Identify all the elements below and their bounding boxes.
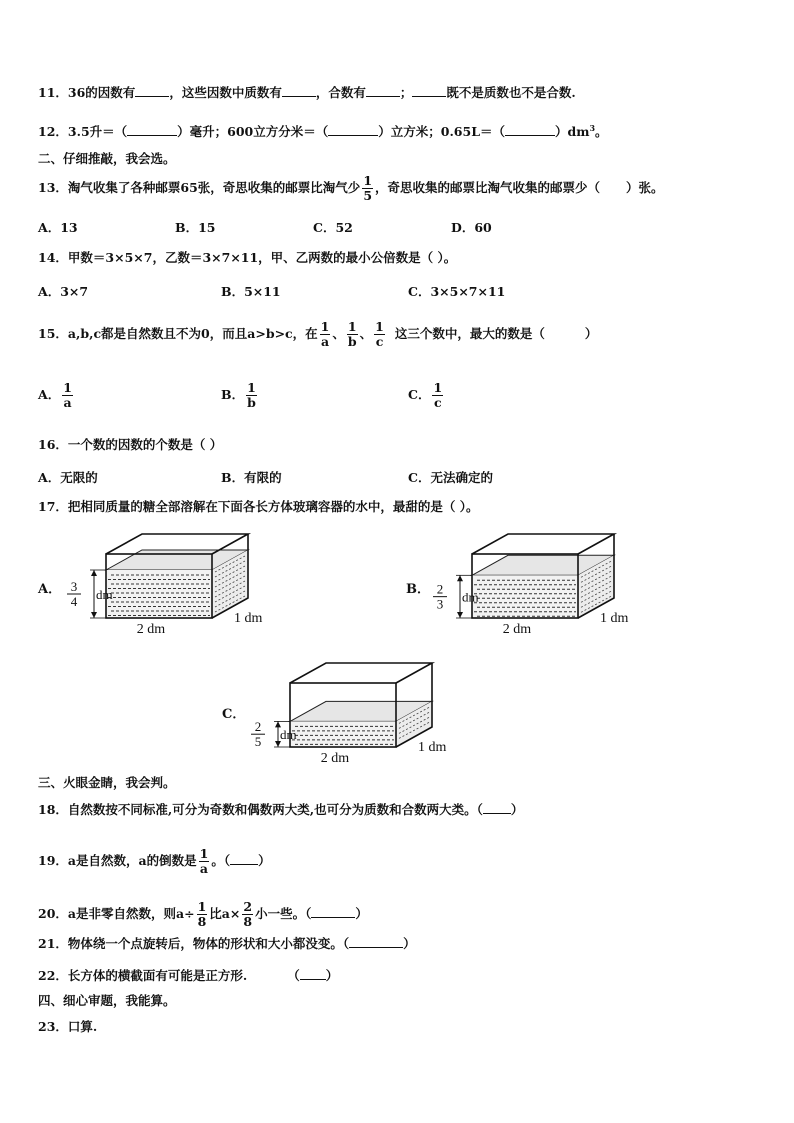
question-15: 15．a,b,c都是自然数且不为0，而且a>b>c，在 $\frac{1}{a}$ 、 $\frac{1}{b}$ 、 $\frac{1}{c}$ 这三个数中，最大的数是（ ）: [38, 319, 598, 349]
height-numerator: 2: [436, 581, 444, 597]
fraction: $\frac{1}{a}$: [63, 380, 72, 410]
question-11: 11．36的因数有 ，这些因数中质数有 ，合数有 ； 既不是质数也不是合数.: [38, 85, 576, 100]
height-unit: dm: [462, 589, 479, 605]
fraction: $\frac{1}{5}$: [363, 173, 373, 203]
height-denominator: 4: [70, 594, 78, 609]
option-b[interactable]: B．5×11: [221, 284, 281, 299]
option-d[interactable]: D．60: [451, 220, 492, 235]
question-12: 12．3.5升＝（ ）毫升；600立方分米＝（ ）立方米；0.65L＝（ ）$dm^3$。: [38, 123, 608, 140]
answer-blank[interactable]: [349, 935, 403, 948]
answer-blank[interactable]: [230, 852, 258, 865]
question-19: 19．a是自然数，a的倒数是 $\frac{1}{a}$ 。（ ）: [38, 846, 271, 876]
answer-blank[interactable]: [483, 801, 511, 814]
answer-blank[interactable]: [300, 967, 326, 980]
question-14: 14．甲数＝3×5×7，乙数＝3×7×11，甲、乙两数的最小公倍数是（ ）。: [38, 250, 457, 265]
height-unit: dm: [280, 727, 297, 743]
section-4-heading: 四、细心审题，我能算。: [38, 993, 176, 1008]
answer-blank[interactable]: [412, 84, 446, 97]
arrow-head: [457, 575, 463, 581]
fraction: $\frac{2}{8}$: [243, 899, 253, 929]
option-b[interactable]: B．有限的: [221, 470, 282, 485]
container-c: [251, 663, 447, 766]
box-top: [290, 663, 432, 683]
option-a[interactable]: A．13: [38, 220, 78, 235]
answer-blank[interactable]: [282, 84, 316, 97]
fraction: $\frac{1}{c}$: [433, 380, 443, 410]
answer-blank[interactable]: [505, 123, 555, 136]
width-label: 1 dm: [234, 611, 263, 626]
container-a: [67, 534, 263, 637]
height-numerator: 3: [70, 579, 78, 594]
fraction: $\frac{1}{a}$: [320, 319, 330, 349]
length-label: 2 dm: [502, 622, 532, 637]
length-label: 2 dm: [320, 751, 350, 766]
question-23: 23．口算.: [38, 1019, 98, 1034]
container-a-figure: [58, 528, 268, 646]
question-18: 18．自然数按不同标准,可分为奇数和偶数两大类,也可分为质数和合数两大类。（ ）: [38, 802, 524, 817]
option-b[interactable]: B．: [406, 582, 430, 597]
height-denominator: 3: [436, 596, 444, 612]
option-c[interactable]: C．52: [313, 220, 353, 235]
fraction: $\frac{1}{b}$: [347, 319, 357, 349]
fraction: $\frac{1}{b}$: [247, 380, 256, 410]
arrow-head: [91, 612, 97, 618]
option-c[interactable]: C．: [222, 707, 246, 722]
option-c[interactable]: C． $\frac{1}{c}$: [408, 380, 443, 410]
answer-blank[interactable]: [311, 905, 355, 918]
container-b-figure: [424, 528, 634, 646]
container-b: [433, 534, 629, 637]
container-c-figure: [242, 657, 452, 775]
section-2-heading: 二、仔细推敲，我会选。: [38, 151, 176, 166]
water-front: [290, 721, 396, 747]
arrow-head: [91, 570, 97, 576]
answer-blank[interactable]: [127, 123, 177, 136]
height-numerator: 2: [254, 719, 262, 735]
fraction: $\frac{1}{c}$: [375, 319, 384, 349]
fraction: $\frac{1}{a}$: [199, 846, 209, 876]
question-16: 16．一个数的因数的个数是（ ）: [38, 437, 223, 452]
question-22: 22．长方体的横截面有可能是正方形. （ ）: [38, 968, 339, 983]
question-21: 21．物体绕一个点旋转后，物体的形状和大小都没变。（ ）: [38, 936, 416, 951]
option-a[interactable]: A．: [38, 582, 62, 597]
fraction: $\frac{1}{8}$: [197, 899, 207, 929]
question-13: 13．淘气收集了各种邮票65张，奇思收集的邮票比淘气少 $\frac{1}{5}$ ，奇思收集的邮票比淘气收集的邮票少（ ）张。: [38, 173, 664, 203]
section-3-heading: 三、火眼金睛，我会判。: [38, 775, 176, 790]
length-label: 2 dm: [136, 622, 166, 637]
arrow-head: [457, 612, 463, 618]
option-b[interactable]: B．15: [175, 220, 216, 235]
answer-blank[interactable]: [366, 84, 400, 97]
question-20: 20．a是非零自然数，则a÷ $\frac{1}{8}$ 比a× $\frac{2}{8}$ 小一些。（ ）: [38, 899, 368, 929]
width-label: 1 dm: [600, 611, 629, 626]
option-b[interactable]: B． $\frac{1}{b}$: [221, 380, 256, 410]
height-unit: dm: [96, 587, 113, 602]
box-top: [472, 534, 614, 554]
option-c[interactable]: C．3×5×7×11: [408, 284, 506, 299]
answer-blank[interactable]: [135, 84, 169, 97]
option-a[interactable]: A．3×7: [38, 284, 89, 299]
width-label: 1 dm: [418, 740, 447, 755]
question-17: 17．把相同质量的糖全部溶解在下面各长方体玻璃容器的水中，最甜的是（ ）。: [38, 499, 479, 514]
option-a[interactable]: A． $\frac{1}{a}$: [38, 380, 72, 410]
answer-blank[interactable]: [328, 123, 378, 136]
height-denominator: 5: [254, 734, 262, 750]
option-c[interactable]: C．无法确定的: [408, 470, 493, 485]
option-a[interactable]: A．无限的: [38, 470, 98, 485]
